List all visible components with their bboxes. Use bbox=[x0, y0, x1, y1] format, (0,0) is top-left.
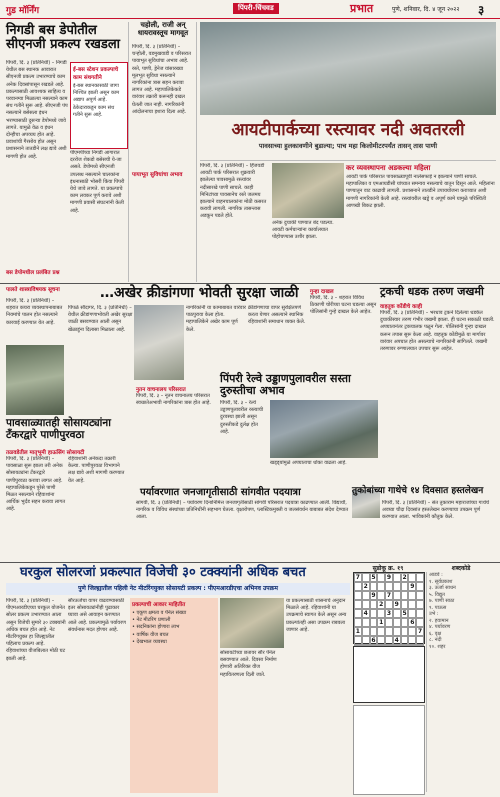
story2-body: पिंपरी, दि. ३ (प्रतिनिधी) – चऱ्होली, वडमुखवाडी व परिसरात पायाभूत सुविधांचा अभाव आहे. रस्ते, पाणी, ड्रेनेज यांसारख्या मूलभूत सुविधा नसल्याने नागरिकांना त्रास सहन करावा लागत आहे. महापालिकेकडे वारंवार तक्रारी करूनही दखल घेतली जात नाही. नागरिकांनी आंदोलनाचा इशारा दिला आहे. bbox=[132, 44, 191, 115]
sudoku-cell: 7 bbox=[386, 592, 392, 599]
sudoku-cell bbox=[362, 591, 370, 600]
sudoku-cell bbox=[354, 636, 362, 645]
column-divider bbox=[128, 22, 129, 282]
story7-body-2: खड्ड्यांमुळे अपघाताचा धोका वाढला आहे. bbox=[270, 460, 347, 466]
section-label: गुड मॉर्निंग bbox=[6, 6, 40, 16]
lead-headline: आयटीपार्कच्या रस्त्यावर नदी अवतरली bbox=[231, 120, 465, 140]
sudoku-cell bbox=[408, 600, 416, 609]
column-divider bbox=[196, 22, 197, 282]
sudoku-cell: 9 bbox=[394, 601, 399, 608]
crossword-title: शब्दकोडे bbox=[451, 565, 471, 572]
sudoku-cell bbox=[401, 636, 409, 645]
sudoku-cell bbox=[354, 609, 362, 618]
sudoku-cell bbox=[385, 600, 393, 609]
sudoku-cell bbox=[370, 582, 378, 591]
sudoku-cell: 9 bbox=[371, 592, 376, 599]
sudoku-cell bbox=[416, 636, 424, 645]
sudoku-cell: 5 bbox=[402, 610, 407, 617]
sudoku-cell bbox=[408, 573, 416, 582]
story-crime bbox=[310, 287, 378, 382]
story5-body: पिंपरी, दि. ३ (प्रतिनिधी) – भरधाव ट्रकने दिलेल्या धडकेत दुचाकीस्वार तरुण गंभीर जखमी झाला. ही घटना सकाळी घडली. अपघातानंतर ट्रकचालक पळून गेला. पोलिसांनी गुन्हा दाखल करून तपास सुरू केला आहे. वाहतूक कोंडीमुळे या मार्गावर वारंवार अपघात होत असल्याचे नागरिकांनी सांगितले. जखमी तरुणावर रुग्णालयात उपचार सुरू आहेत. bbox=[380, 310, 495, 353]
sudoku-cell: 6 bbox=[371, 637, 376, 644]
photo-flooded-itpark-road bbox=[200, 22, 496, 115]
sudoku-cell: 1 bbox=[355, 628, 360, 635]
sudoku-cell: 9 bbox=[386, 574, 392, 581]
photo-ground-net bbox=[134, 305, 184, 380]
sudoku-cell bbox=[370, 618, 378, 627]
sudoku-grid bbox=[353, 572, 425, 644]
sudoku-cell bbox=[408, 609, 416, 618]
city-tag: पिंपरी-चिंचवड bbox=[233, 3, 279, 14]
sudoku-cell: 3 bbox=[386, 610, 392, 617]
story6-headline: पावसाळ्यातही सोसायट्यांना टँकरद्वारे पाणीपुरवठा bbox=[6, 417, 111, 441]
story4-side-kicker: पालते शास्त्राविषयक सूचना bbox=[6, 287, 60, 293]
story10-body-3: सोसायटीच्या छतावर सौर पॅनेल बसवण्यात आले. दिवसा निर्माण होणारी अतिरिक्त वीज महावितरणला दिली जाते. bbox=[220, 650, 277, 678]
lead-box-body: आयटी पार्क परिसरात पावसाळ्यापूर्वी नालेसफाई न झाल्याने पाणी साचले. महापालिका व एमआयडीसी यांच्यात समन्वय नसल्याचे यातून दिसून आले. महिलांना पाण्यातून वाट काढावी लागली. प्रशासनाने तातडीने उपाययोजना कराव्यात अशी मागणी नागरिकांनी केली आहे. रस्त्यांवरील खड्डे व अपूर्ण कामे यामुळे परिस्थिती आणखी बिकट झाली. bbox=[346, 174, 495, 209]
story8-body: सांगवी, दि. ३ (प्रतिनिधी) – पर्यावरण दिनानिमित्त जनजागृतीसाठी सांगवी परिसरात पदयात्रा काढण्यात आली. विद्यार्थी, नागरिक व विविध संस्थांच्या प्रतिनिधींनी सहभाग घेतला. वृक्षारोपण, प्लास्टिकमुक्ती व जलसंवर्धन याबाबत संदेश देण्यात आला. bbox=[136, 500, 349, 521]
lead-kicker: पावसाच्या हुलकावणीने बुडाल्या; पाच महा किलोमीटरपर्यंत तासन् तास पाणी bbox=[258, 142, 438, 150]
sudoku-cell bbox=[354, 591, 362, 600]
sudoku-cell: 6 bbox=[410, 619, 415, 626]
sudoku-cell bbox=[401, 627, 409, 636]
sudoku-cell bbox=[393, 609, 401, 618]
sudoku-cell: 2 bbox=[379, 601, 384, 608]
story1-box-body: ई-बस स्थानकासाठी जागा निश्चित झाली असून काम अद्याप अपूर्ण आहे. ठेकेदाराकडून काम संथ गतीने सुरू आहे. bbox=[73, 83, 120, 118]
photo-vehicles-in-water bbox=[272, 163, 344, 218]
sudoku-cell: 1 bbox=[379, 619, 384, 626]
story8-headline: पर्यावरणात जनजागृतीसाठी सांगवीत पदयात्रा bbox=[140, 487, 301, 498]
story2-subhead: पायाभूत सुविधांचा अभाव bbox=[132, 172, 183, 178]
sudoku-cell bbox=[354, 618, 362, 627]
story10-box-body: • एकूण क्षमता व पॅनेल संख्या • नेट मीटरिंग प्रणाली • सदनिकांना होणारा लाभ • वार्षिक वीज बचत • देखभाल व्यवस्था bbox=[132, 610, 187, 645]
sudoku-cell bbox=[393, 591, 401, 600]
sudoku-cell bbox=[370, 609, 378, 618]
crime-body: पिंपरी, दि. ३ – शहरात विविध ठिकाणी चोरीच्या घटना घडल्या असून पोलिसांनी गुन्हे दाखल केले आहेत. bbox=[310, 295, 377, 316]
crossword-grid bbox=[353, 646, 425, 703]
sudoku-cell: 9 bbox=[410, 583, 415, 590]
story9-body: पिंपरी, दि. ३ (प्रतिनिधी) – संत तुकाराम महाराजांच्या गाथेचे अवघ्या चौदा दिवसांत हस्तलेखन करण्याचा उपक्रम पूर्ण करण्यात आला. भाविकांनी कौतुक केले. bbox=[382, 500, 490, 521]
sudoku-cell bbox=[401, 618, 409, 627]
lead-story-body-1: पिंपरी, दि. ३ (प्रतिनिधी) – हिंजवडी आयटी पार्क परिसरात शुक्रवारी झालेल्या पावसामुळे रस्त्यांवर नदीसारखे पाणी साचले. काही मिनिटांच्या पावसानेच रस्ते जलमय झाल्याने वाहनचालकांना मोठी कसरत करावी लागली. नागरिक तासन्तास अडकून पडले होते. bbox=[200, 163, 267, 220]
sudoku-cell bbox=[393, 618, 401, 627]
sudoku-cell bbox=[416, 609, 424, 618]
sudoku-cell bbox=[385, 636, 393, 645]
story7-side-body: पिंपरी, दि. ३ – नूतन वाचनालय परिसरात स्वच्छतेअभावी नागरिकांना त्रास होत आहे. bbox=[136, 393, 212, 407]
sudoku-cell bbox=[377, 591, 385, 600]
puzzle-answers bbox=[353, 705, 425, 795]
sudoku-cell bbox=[377, 573, 385, 582]
sudoku-cell bbox=[354, 582, 362, 591]
sudoku-cell bbox=[385, 618, 393, 627]
sudoku-cell: 7 bbox=[355, 574, 360, 581]
sudoku-cell bbox=[362, 600, 370, 609]
sudoku-cell bbox=[362, 636, 370, 645]
sudoku-cell bbox=[401, 591, 409, 600]
sudoku-cell bbox=[377, 636, 385, 645]
story1-body: पिंपरी, दि. ३ (प्रतिनिधी) – निगडी येथील बस स्थानक आवारात सीएनजी प्रकल्प उभारण्याचे काम अनेक दिवसांपासून रखडले आहे. प्रकल्पासाठी आवश्यक साहित्य व परवानग्या मिळाल्या नसल्याने काम संथ गतीने सुरू आहे. सीएनजी पंप नसल्याने बसेसला इंधन भरण्यासाठी दुसऱ्या डेपोमध्ये जावे लागते. यामुळे वेळ व इंधन दोन्हीचा अपव्यय होत आहे. प्रवाशांची गैरसोय होत असून प्रशासनाने तातडीने लक्ष द्यावे अशी मागणी होत आहे. bbox=[6, 60, 68, 160]
sudoku-cell bbox=[354, 600, 362, 609]
photo-solar-panels bbox=[220, 598, 284, 648]
lead-headline-block bbox=[200, 115, 496, 163]
story6-body-1: पिंपरी, दि. ३ (प्रतिनिधी) – पावसाळा सुरू झाला तरी अनेक सोसायट्यांना टँकरद्वारे पाणीपुरवठा करावा लागत आहे. महापालिकेकडून पुरेसे पाणी मिळत नसल्याने रहिवाशांना आर्थिक भुर्दंड सहन करावा लागत आहे. bbox=[6, 456, 66, 513]
story1-box-title: ई-बस स्टेशन प्रकल्पाचे काम संथगतीने bbox=[73, 67, 119, 81]
story5-kicker: वाहतूक कोंडीचे काही bbox=[380, 304, 423, 310]
sudoku-cell bbox=[408, 591, 416, 600]
sudoku-cell bbox=[385, 627, 393, 636]
sudoku-cell bbox=[362, 618, 370, 627]
photo-flyover-road bbox=[270, 400, 378, 458]
divider bbox=[200, 160, 496, 161]
story1-headline: निगडी बस डेपोतील सीएनजी प्रकल्प रखडला bbox=[6, 23, 121, 53]
story1-boxed-section bbox=[70, 62, 128, 149]
sudoku-cell bbox=[416, 573, 424, 582]
story7-body-1: पिंपरी, दि. ३ – रेल्वे उड्डाणपुलावरील रस्त्याची दुरवस्था झाली असून दुरुस्तीकडे दुर्लक्ष होत आहे. bbox=[220, 400, 264, 435]
story6-body-2: रहिवाशांनी अनेकदा तक्रारी केल्या. पाणीपुरवठा विभागाने लक्ष द्यावे अशी मागणी करण्यात येत आहे. bbox=[68, 456, 125, 484]
story7-kicker: नुतन वाचनालय परिसरात bbox=[136, 387, 186, 393]
sudoku-cell: 5 bbox=[371, 574, 376, 581]
story10-boxed-info bbox=[130, 598, 218, 793]
story4-body-3: क्रीडांगणाचा वापर सुरक्षितपणे करता येणार असल्याने स्थानिक रहिवाशांनी समाधान व्यक्त केले. bbox=[248, 305, 306, 326]
story4-side-body: पिंपरी, दि. ३ (प्रतिनिधी) – शहरात कचरा व्यवस्थापनाबाबत नियमांचे पालन होत नसल्याने कारवाई करण्यात येत आहे. bbox=[6, 298, 63, 326]
story1-body-col2: पीएमपीच्या निगडी आगारात दररोज शेकडो बसेसची ये-जा असते. डेपोमध्ये सीएनजी उपलब्ध नसल्याने चालकांना इंधनासाठी भोसरी किंवा पिंपरी येथे जावे लागते. या प्रकल्पाचे काम लवकर पूर्ण करावे अशी मागणी प्रवासी संघटनांनी केली आहे. bbox=[70, 150, 125, 214]
sudoku-cell bbox=[377, 582, 385, 591]
sudoku-cell bbox=[377, 609, 385, 618]
sudoku-cell bbox=[377, 627, 385, 636]
divider bbox=[0, 283, 500, 284]
sudoku-cell bbox=[408, 627, 416, 636]
newspaper-logo: प्रभात bbox=[350, 2, 374, 15]
sudoku-cell bbox=[416, 591, 424, 600]
sudoku-cell bbox=[370, 600, 378, 609]
sudoku-cell bbox=[416, 582, 424, 591]
photo-water-tanker bbox=[6, 345, 64, 415]
story4-headline: …अखेर क्रीडांगणा भोवती सुरक्षा जाळी bbox=[100, 285, 299, 301]
story10-subhead: पुणे जिल्ह्यातील पहिली नेट मीटरिंगयुक्त सोसायटी प्रकल्प : पीएमआरडीएचा अभिनव उपक्रम bbox=[6, 583, 350, 595]
sudoku-cell bbox=[362, 627, 370, 636]
story10-body-1: पिंपरी, दि. ३ (प्रतिनिधी) – पीएमआरडीएच्या घरकुल योजनेत सोलर प्रकल्प उभारण्यात आला असून विजेची सुमारे ३० टक्क्यांनी अधिक बचत होत आहे. नेट मीटरिंगयुक्त हा जिल्ह्यातील पहिलाच प्रकल्प आहे. रहिवाशांच्या वीजबिलात मोठी घट झाली आहे. bbox=[6, 598, 66, 662]
issue-date: पुणे, शनिवार, दि. ४ जून २०२२ bbox=[392, 6, 460, 13]
sudoku-cell bbox=[401, 600, 409, 609]
sudoku-cell bbox=[416, 600, 424, 609]
lead-story-body-2: अनेक दुचाकी पाण्यात बंद पडल्या. आयटी कर्मचाऱ्यांना कार्यालयात पोहोचण्यास उशीर झाला. bbox=[272, 220, 334, 241]
crossword-clues: आडवे : १. सूर्यप्रकाश ३. ऊर्जा साधन ५. विद्युत ७. पाणी साठा ९. पाऊस उभे : २. हवामान ४. पर्यावरण ६. वृक्ष ८. नदी १०. शहर bbox=[426, 572, 499, 792]
page-header bbox=[0, 0, 500, 19]
sudoku-title: सुडोकू क्र. १९ bbox=[372, 565, 404, 572]
story1-highlight: बस डेपोमधील प्रलंबित प्रश्न bbox=[6, 270, 60, 276]
story4-body-2: नागरिकांनी या कामाबाबत वारंवार पाठपुरावा केला होता. महापालिकेने अखेर काम पूर्ण केले. bbox=[186, 305, 246, 333]
sudoku-cell: 2 bbox=[402, 574, 407, 581]
sudoku-cell bbox=[385, 582, 393, 591]
story7-headline: पिंपरी रेल्वे उड्डाणपुलावरील सस्ता दुरुस्तीचा अभाव bbox=[220, 372, 351, 398]
sudoku-cell: 4 bbox=[394, 637, 399, 644]
sudoku-cell: 2 bbox=[363, 583, 368, 590]
story10-body-2: सौरऊर्जेचा वापर वाढवण्यासाठी इतर सोसायट्यांनीही पुढाकार घ्यावा असे आवाहन करण्यात आले आहे. प्रकल्पामुळे पर्यावरण संवर्धनास मदत होणार आहे. bbox=[68, 598, 126, 633]
sudoku-cell: 4 bbox=[363, 610, 368, 617]
sudoku-cell bbox=[401, 582, 409, 591]
page-number: ३ bbox=[478, 3, 485, 17]
sudoku-cell bbox=[362, 573, 370, 582]
story10-headline: घरकुल सोलरजां प्रकल्पात विजेची ३० टक्क्यांनी अधिक बचत bbox=[20, 565, 306, 580]
story9-headline: तुकोबांच्या गाथेचे १४ दिवसात हस्तलेखन bbox=[352, 486, 484, 496]
story5-headline: ट्रकची धडक तरुण जखमी bbox=[380, 285, 484, 298]
sudoku-cell bbox=[393, 627, 401, 636]
sudoku-cell bbox=[393, 582, 401, 591]
lead-boxed-column bbox=[346, 163, 496, 278]
crime-tag: गुन्हा दाखल bbox=[310, 289, 334, 295]
story6-kicker: तळवडेतील मातृभूमी हाऊसिंग सोसायटी bbox=[6, 450, 85, 456]
lead-box-title: कर व्यवस्थापना अडकल्या महिला bbox=[346, 164, 431, 172]
sudoku-cell bbox=[370, 627, 378, 636]
story10-body-4: या प्रकल्पासाठी शासनाचे अनुदान मिळाले आहे. रहिवाशांनी या उपक्रमाचे स्वागत केले असून अन्य प्रकल्पांतही असा उपक्रम राबवला जाणार आहे. bbox=[286, 598, 347, 633]
story4-body-1: पिंपळे सौदागर, दि. ३ (प्रतिनिधी) – येथील क्रीडांगणाभोवती अखेर सुरक्षा जाळी बसवण्यात आली असून खेळाडूंना दिलासा मिळाला आहे. bbox=[68, 305, 133, 333]
sudoku-cell bbox=[408, 636, 416, 645]
story10-box-title: प्रकल्पाची आकार माहितीत bbox=[132, 602, 186, 608]
sudoku-cell: 7 bbox=[418, 628, 423, 635]
divider bbox=[0, 562, 500, 563]
story2-headline: चहोली, राजी अन् धायरावस्तूच मागवूत bbox=[137, 21, 189, 37]
sudoku-cell bbox=[393, 573, 401, 582]
sudoku-cell bbox=[416, 618, 424, 627]
